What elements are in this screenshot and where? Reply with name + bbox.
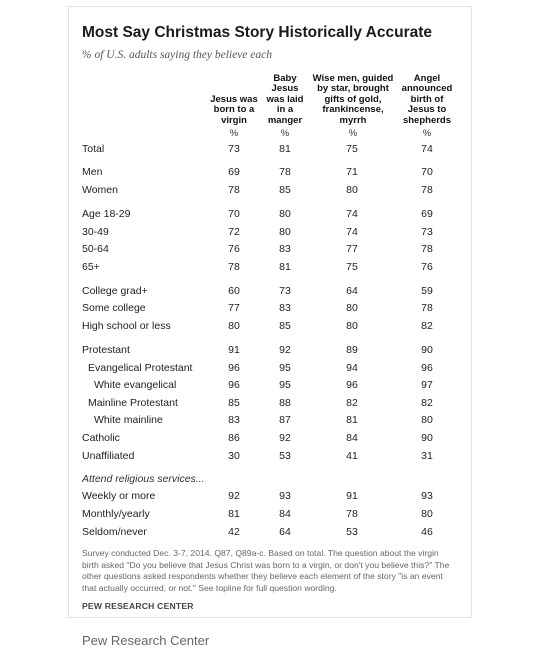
row-label: Age 18-29 [82, 208, 131, 220]
table-cell: 74 [346, 226, 358, 238]
table-cell: 78 [228, 184, 240, 196]
table-cell: 80 [346, 320, 358, 332]
table-cell: 93 [279, 490, 291, 502]
table-cell: 81 [279, 261, 291, 273]
row-label: Attend religious services... [82, 473, 205, 485]
row-label: Men [82, 166, 103, 178]
table-cell: 78 [279, 166, 291, 178]
column-header-wise-men: Wise men, guided by star, brought gifts of gold, frankincense, myrrh [312, 72, 394, 126]
table-cell: 73 [228, 143, 240, 155]
table-row [82, 412, 462, 429]
unit-label: % [280, 128, 290, 139]
table-cell: 75 [346, 261, 358, 273]
row-label: Unaffiliated [82, 450, 135, 462]
table-row [82, 506, 462, 523]
table-cell: 77 [228, 302, 240, 314]
row-label: Protestant [82, 344, 130, 356]
table-cell: 69 [421, 208, 433, 220]
table-cell: 73 [421, 226, 433, 238]
table-cell: 83 [279, 302, 291, 314]
row-label: White evangelical [94, 379, 177, 391]
table-row [82, 141, 462, 158]
table-row [82, 259, 462, 276]
row-label: Mainline Protestant [88, 397, 178, 409]
table-cell: 96 [421, 362, 433, 374]
unit-label: % [229, 128, 239, 139]
table-cell: 78 [228, 261, 240, 273]
row-label: 50-64 [82, 243, 109, 255]
table-row [82, 241, 462, 258]
row-label: Weekly or more [82, 490, 156, 502]
table-cell: 81 [228, 508, 240, 520]
table-cell: 75 [346, 143, 358, 155]
column-header-virgin-birth: Jesus was born to a virgin [210, 93, 258, 126]
table-cell: 46 [421, 526, 433, 538]
row-label: Evangelical Protestant [88, 362, 193, 374]
table-cell: 64 [279, 526, 291, 538]
table-cell: 69 [228, 166, 240, 178]
table-cell: 91 [228, 344, 240, 356]
table-cell: 76 [228, 243, 240, 255]
table-cell: 92 [228, 490, 240, 502]
table-cell: 90 [421, 432, 433, 444]
table-cell: 81 [279, 143, 291, 155]
table-cell: 30 [228, 450, 240, 462]
table-cell: 80 [279, 208, 291, 220]
table-cell: 83 [279, 243, 291, 255]
table-cell: 78 [421, 184, 433, 196]
row-label: College grad+ [82, 285, 148, 297]
row-label: 65+ [82, 261, 100, 273]
table-cell: 74 [421, 143, 433, 155]
table-cell: 95 [279, 362, 291, 374]
table-cell: 82 [421, 320, 433, 332]
table-cell: 70 [421, 166, 433, 178]
table-cell: 78 [421, 243, 433, 255]
table-cell: 82 [421, 397, 433, 409]
row-label: Some college [82, 302, 146, 314]
table-cell: 95 [279, 379, 291, 391]
chart-subtitle: % of U.S. adults saying they believe each [82, 49, 273, 61]
table-row [82, 448, 462, 465]
table-row [82, 283, 462, 300]
table-row [82, 430, 462, 447]
table-cell: 70 [228, 208, 240, 220]
table-cell: 92 [279, 344, 291, 356]
row-label: Monthly/yearly [82, 508, 150, 520]
table-cell: 59 [421, 285, 433, 297]
table-cell: 78 [346, 508, 358, 520]
table-cell: 53 [346, 526, 358, 538]
table-row [82, 300, 462, 317]
column-header-manger: Baby Jesus was laid in a manger [266, 72, 304, 126]
table-row [82, 377, 462, 394]
chart-title: Most Say Christmas Story Historically Accurate [82, 24, 433, 41]
row-label: High school or less [82, 320, 171, 332]
table-cell: 77 [346, 243, 358, 255]
table-row [82, 224, 462, 241]
table-row [82, 182, 462, 199]
row-label: Catholic [82, 432, 120, 444]
table-row [82, 524, 462, 541]
table-cell: 85 [279, 184, 291, 196]
footer-brand: Pew Research Center [82, 633, 210, 648]
table-cell: 74 [346, 208, 358, 220]
table-cell: 80 [346, 184, 358, 196]
table-row [82, 360, 462, 377]
row-label: 30-49 [82, 226, 109, 238]
table-cell: 80 [228, 320, 240, 332]
table-cell: 72 [228, 226, 240, 238]
table-cell: 89 [346, 344, 358, 356]
table-cell: 80 [421, 508, 433, 520]
table-cell: 96 [228, 379, 240, 391]
table-cell: 81 [346, 414, 358, 426]
survey-note: Survey conducted Dec. 3-7, 2014. Q87, Q89a-c. Based on total. The question about the virgin birth asked "Do you believe that Jesus Christ was born to a virgin, or don't you believe this?" The other questions asked respondents whether they believe each element of the story "is an event that actually occurred, or not." See topline for full question wording. [82, 548, 450, 593]
table-cell: 90 [421, 344, 433, 356]
table-cell: 96 [228, 362, 240, 374]
table-cell: 96 [346, 379, 358, 391]
table-cell: 84 [346, 432, 358, 444]
table-cell: 97 [421, 379, 433, 391]
table-cell: 76 [421, 261, 433, 273]
table-cell: 85 [279, 320, 291, 332]
table-cell: 78 [421, 302, 433, 314]
table-cell: 31 [421, 450, 433, 462]
table-cell: 42 [228, 526, 240, 538]
table-row [82, 206, 462, 223]
row-label: White mainline [94, 414, 163, 426]
source-label: PEW RESEARCH CENTER [82, 601, 194, 611]
table-row [82, 471, 462, 488]
table-cell: 80 [421, 414, 433, 426]
table-row [82, 342, 462, 359]
table-cell: 93 [421, 490, 433, 502]
row-label: Seldom/never [82, 526, 147, 538]
unit-label: % [348, 128, 358, 139]
unit-label: % [422, 128, 432, 139]
table-cell: 71 [346, 166, 358, 178]
table-cell: 87 [279, 414, 291, 426]
table-cell: 84 [279, 508, 291, 520]
table-row [82, 488, 462, 505]
row-label: Total [82, 143, 105, 155]
table-cell: 80 [346, 302, 358, 314]
table-row [82, 318, 462, 335]
column-header-angel: Angel announced birth of Jesus to shepherds [401, 72, 453, 126]
table-cell: 83 [228, 414, 240, 426]
table-cell: 86 [228, 432, 240, 444]
table-row [82, 164, 462, 181]
table-cell: 82 [346, 397, 358, 409]
table-cell: 53 [279, 450, 291, 462]
table-cell: 92 [279, 432, 291, 444]
table-cell: 73 [279, 285, 291, 297]
table-cell: 41 [346, 450, 358, 462]
table-cell: 80 [279, 226, 291, 238]
table-cell: 91 [346, 490, 358, 502]
table-cell: 88 [279, 397, 291, 409]
row-label: Women [82, 184, 118, 196]
table-cell: 60 [228, 285, 240, 297]
table-cell: 85 [228, 397, 240, 409]
table-row [82, 395, 462, 412]
table-cell: 94 [346, 362, 358, 374]
table-cell: 64 [346, 285, 358, 297]
